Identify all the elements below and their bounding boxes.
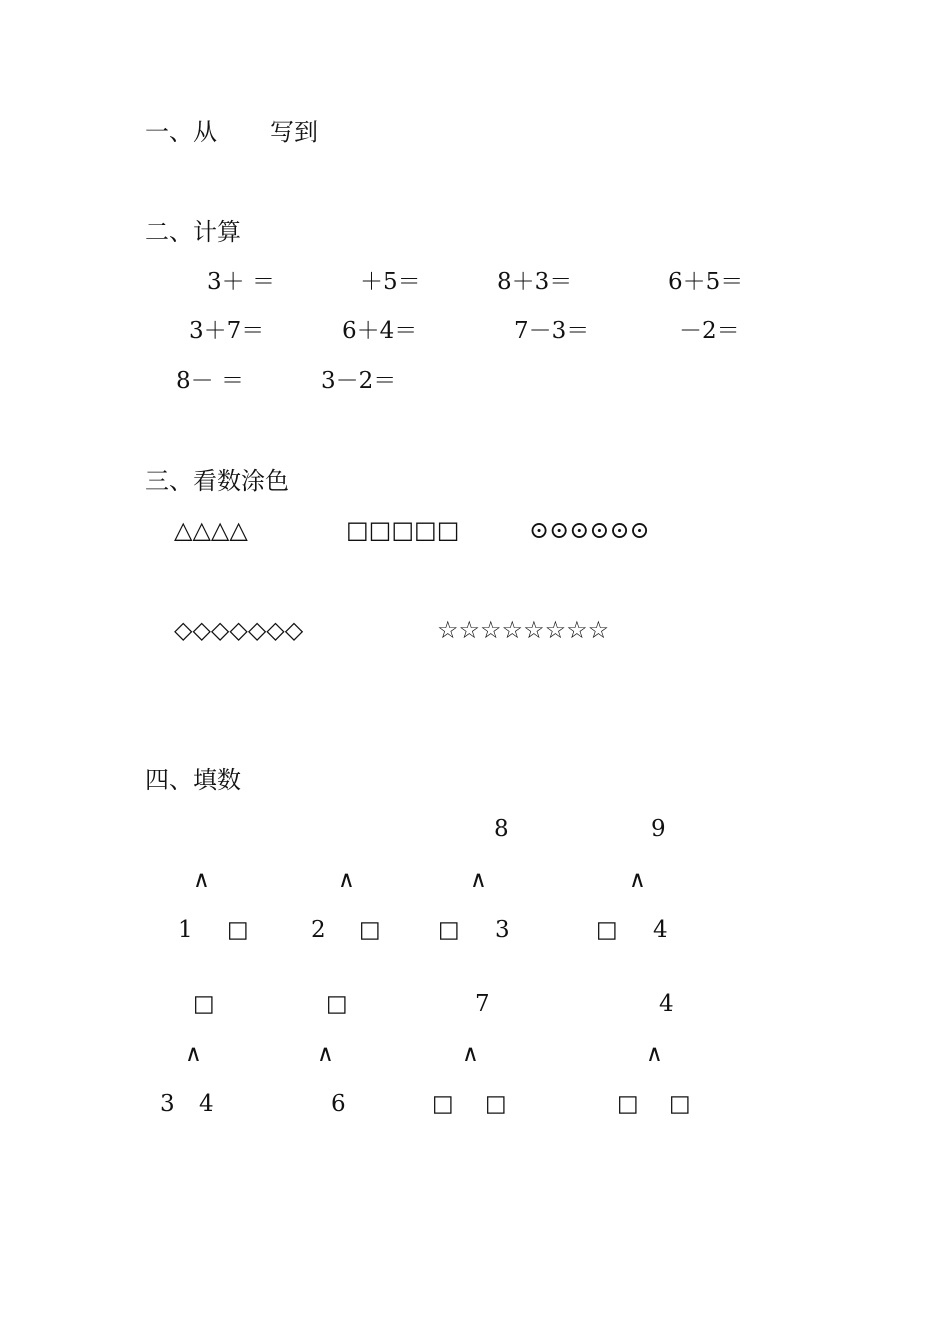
bond-branch: ∧ (462, 1041, 479, 1067)
blank-box[interactable]: □ (438, 917, 460, 943)
star-shapes: ☆☆☆☆☆☆☆☆ (437, 616, 610, 644)
blank-box[interactable]: □ (669, 1091, 691, 1117)
blank-box[interactable]: □ (326, 991, 348, 1017)
equation: 3＋ ＝ (207, 269, 275, 295)
equation: －2＝ (679, 318, 740, 344)
blank-box[interactable]: □ (617, 1091, 639, 1117)
blank-box[interactable]: □ (485, 1091, 507, 1117)
bond-branch: ∧ (338, 867, 355, 893)
blank-box[interactable]: □ (193, 991, 215, 1017)
triangle-shapes: △△△△ (174, 516, 248, 544)
blank-box[interactable]: □ (432, 1091, 454, 1117)
square-shapes: □□□□□ (346, 516, 460, 544)
bond-branch: ∧ (193, 867, 210, 893)
equation: 8＋3＝ (497, 269, 573, 295)
bond-branch: ∧ (317, 1041, 334, 1067)
section1-heading-suffix: 写到 (270, 118, 318, 146)
blank-box[interactable]: □ (596, 917, 618, 943)
equation: 3＋7＝ (189, 318, 265, 344)
equation: ＋5＝ (360, 269, 421, 295)
circle-shapes: ⊙⊙⊙⊙⊙⊙ (529, 516, 650, 544)
diamond-shapes: ◇◇◇◇◇◇◇ (174, 616, 304, 644)
equation: 7－3＝ (514, 318, 590, 344)
bond-branch: ∧ (185, 1041, 202, 1067)
bond-branch: ∧ (629, 867, 646, 893)
number-bond-right: 4 (653, 917, 668, 943)
number-bond-left: 1 (178, 917, 193, 943)
bond-branch: ∧ (470, 867, 487, 893)
number-bond-left: 3 (160, 1091, 175, 1117)
blank-box[interactable]: □ (227, 917, 249, 943)
section1-heading-prefix: 一、从 (145, 118, 217, 146)
number-bond-top: 9 (651, 816, 666, 842)
blank-box[interactable]: □ (359, 917, 381, 943)
equation: 6＋5＝ (668, 269, 744, 295)
section4-heading: 四、填数 (145, 766, 241, 794)
number-bond-top: 7 (475, 991, 490, 1017)
section2-heading: 二、计算 (145, 218, 241, 246)
number-bond-top: 4 (659, 991, 674, 1017)
bond-branch: ∧ (646, 1041, 663, 1067)
equation: 6＋4＝ (342, 318, 418, 344)
equation: 3－2＝ (321, 368, 397, 394)
number-bond-right: 6 (331, 1091, 346, 1117)
number-bond-left: 2 (311, 917, 326, 943)
number-bond-right: 3 (495, 917, 510, 943)
section3-heading: 三、看数涂色 (145, 467, 289, 495)
number-bond-top: 8 (494, 816, 509, 842)
number-bond-right: 4 (199, 1091, 214, 1117)
equation: 8－ ＝ (176, 368, 244, 394)
